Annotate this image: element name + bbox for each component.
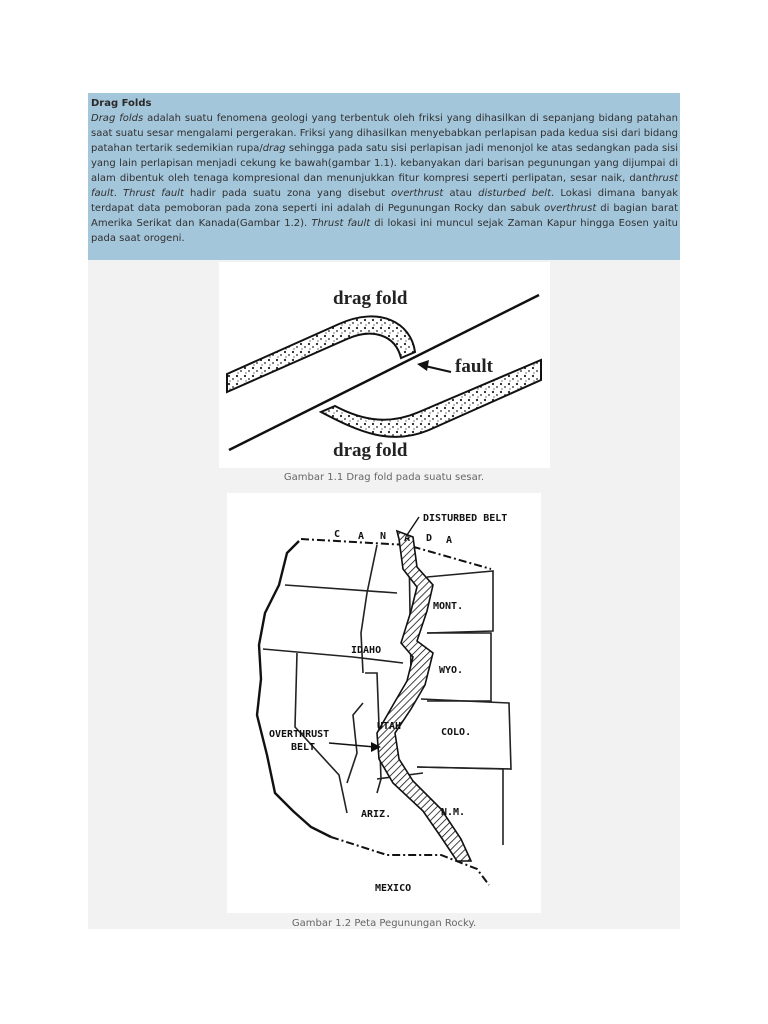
figure2-caption: Gambar 1.2 Peta Pegunungan Rocky. (291, 918, 477, 929)
label-ariz: ARIZ. (361, 809, 392, 820)
canada-letter-n: N (380, 531, 387, 542)
label-drag-fold-top: drag fold (333, 288, 408, 309)
label-colo: COLO. (441, 727, 472, 738)
article-text-block (88, 93, 680, 260)
overthrust-map-figure (227, 493, 541, 913)
canada-border (301, 539, 491, 569)
state-boundaries (263, 545, 511, 845)
upper-bed (227, 316, 415, 392)
canada-letter-c: C (334, 529, 341, 540)
lower-bed (321, 360, 541, 437)
label-belt: BELT (291, 742, 316, 753)
label-mont: MONT. (433, 601, 464, 612)
label-nm: N.M. (441, 807, 466, 818)
article-heading: Drag Folds (91, 98, 152, 109)
label-drag-fold-bottom: drag fold (333, 440, 408, 461)
drag-fold-diagram (219, 262, 550, 468)
term-drag-folds: Drag folds (91, 113, 144, 124)
label-fault: fault (455, 356, 493, 377)
label-utah: UTAH (377, 721, 402, 732)
article-paragraph: Drag folds adalah suatu fenomena geologi yang terbentuk oleh friksi yang dihasilkan di sepanjang bidang patahan saat suatu sesar mengalami pergerakan. Friksi yang dihasilkan menyebabkan perlapisan pada kedua sisi dari bidang patahan tertarik sedemikian rupa/drag sehingga pada satu sisi perlapisan jadi menonjol ke atas sedangkan pada sisi yang lain perlapisan menjadi cekung ke bawah(gambar 1.1). kebanyakan dari barisan pegunungan yang dijumpai di alam dibentuk oleh tenaga kompresional dan menunjukkan fitur kompresi seperti perlipatan, sesar naik, danthrust fault. Thrust fault hadir pada suatu zona yang disebut overthrust atau disturbed belt. Lokasi dimana banyak terdapat data pemoboran pada zona seperti ini adalah di Pegunungan Rocky dan sabuk overthrust di bagian barat Amerika Serikat dan Kanada(Gambar 1.2). Thrust fault di lokasi ini muncul sejak Zaman Kapur hingga Eosen yaitu pada saat orogeni. (91, 113, 679, 244)
canada-letter-a2: A (404, 533, 411, 544)
figure1-caption: Gambar 1.1 Drag fold pada suatu sesar. (283, 472, 485, 483)
overthrust-belt-map (227, 493, 541, 913)
label-mexico: MEXICO (375, 883, 412, 894)
fault-arrowhead (417, 360, 429, 371)
canada-letter-a1: A (358, 531, 365, 542)
drag-fold-figure (219, 262, 550, 468)
label-wyo: WYO. (439, 665, 464, 676)
canada-letter-a3: A (446, 535, 453, 546)
canada-letter-d: D (426, 533, 433, 544)
label-idaho: IDAHO (351, 645, 382, 656)
overthrust-belt-leader (329, 743, 375, 747)
label-overthrust: OVERTHRUST (269, 729, 330, 740)
label-disturbed-belt: DISTURBED BELT (423, 513, 508, 524)
fault-arrow (425, 366, 451, 372)
